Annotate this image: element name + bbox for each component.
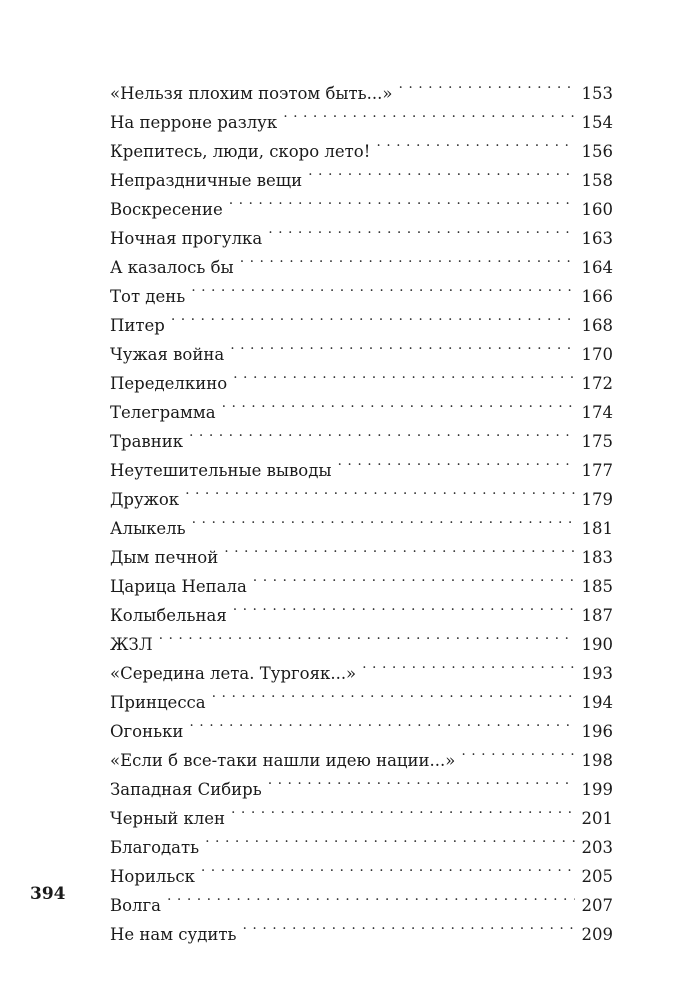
toc-entry-page: 164: [581, 258, 613, 277]
toc-entry-page: 181: [581, 519, 613, 538]
toc-dot-leader: [189, 418, 575, 447]
toc-dot-leader: [189, 708, 575, 737]
toc-entry-page: 183: [581, 548, 613, 567]
toc-entry-page: 160: [581, 200, 613, 219]
toc-entry-page: 203: [581, 838, 613, 857]
toc-dot-leader: [243, 911, 575, 940]
toc-entry-title: Дружок: [110, 490, 180, 509]
toc-entry-page: 177: [581, 461, 613, 480]
toc-entry-title: Царица Непала: [110, 577, 247, 596]
toc-dot-leader: [362, 650, 575, 679]
toc-entry-page: 201: [581, 809, 613, 828]
toc-entry-title: Не нам судить: [110, 925, 237, 944]
toc-entry-title: Принцесса: [110, 693, 206, 712]
toc-entry-title: Колыбельная: [110, 606, 227, 625]
toc-entry-title: На перроне разлук: [110, 113, 278, 132]
page-number: 394: [30, 884, 66, 904]
toc-entry-title: Воскресение: [110, 200, 223, 219]
toc-entry-title: Неутешительные выводы: [110, 461, 332, 480]
toc-entry-title: Черный клен: [110, 809, 226, 828]
toc-entry-title: Крепитесь, люди, скоро лето!: [110, 142, 371, 161]
toc-dot-leader: [283, 99, 575, 128]
toc-entry-page: 190: [581, 635, 613, 654]
toc-entry-title: Дым печной: [110, 548, 219, 567]
toc-entry-title: «Середина лета. Тургояк...»: [110, 664, 357, 683]
toc-dot-leader: [229, 186, 575, 215]
toc-entry-page: 199: [581, 780, 613, 799]
toc-dot-leader: [231, 795, 575, 824]
toc-entry-title: Непраздничные вещи: [110, 171, 303, 190]
toc-dot-leader: [461, 737, 575, 766]
toc-entry-page: 175: [581, 432, 613, 451]
toc-entry-title: Западная Сибирь: [110, 780, 262, 799]
toc-entry-page: 185: [581, 577, 613, 596]
toc-entry: [110, 476, 613, 509]
toc-dot-leader: [338, 447, 575, 476]
toc-entry-page: 163: [581, 229, 613, 248]
toc-dot-leader: [268, 215, 575, 244]
toc-entry-page: 170: [581, 345, 613, 364]
toc-dot-leader: [192, 505, 575, 534]
toc-entry-title: Питер: [110, 316, 165, 335]
toc-entry-page: 209: [581, 925, 613, 944]
toc-dot-leader: [230, 331, 575, 360]
toc-entry-title: Ночная прогулка: [110, 229, 263, 248]
toc-entry: [110, 650, 613, 683]
toc-entry-page: 174: [581, 403, 613, 422]
toc-entry-title: Переделкино: [110, 374, 228, 393]
toc-entry-page: 198: [581, 751, 613, 770]
toc-dot-leader: [191, 273, 575, 302]
toc-entry-page: 193: [581, 664, 613, 683]
toc-dot-leader: [253, 563, 575, 592]
toc-dot-leader: [212, 679, 575, 708]
toc-dot-leader: [185, 476, 575, 505]
toc-dot-leader: [268, 766, 575, 795]
toc-dot-leader: [233, 592, 575, 621]
toc-entry-page: 179: [581, 490, 613, 509]
toc-entry-page: 154: [581, 113, 613, 132]
toc-dot-leader: [240, 244, 575, 273]
toc-entry-page: 207: [581, 896, 613, 915]
toc-entry-page: 194: [581, 693, 613, 712]
toc-entry-title: Телеграмма: [110, 403, 216, 422]
toc-entry-page: 187: [581, 606, 613, 625]
toc-entry-title: А казалось бы: [110, 258, 234, 277]
toc-entry-title: Тот день: [110, 287, 186, 306]
toc-dot-leader: [222, 389, 575, 418]
toc-entry-title: «Нельзя плохим поэтом быть...»: [110, 84, 393, 103]
toc-entry: [110, 302, 613, 335]
table-of-contents: [110, 70, 613, 944]
toc-entry-title: Волга: [110, 896, 162, 915]
toc-entry-page: 168: [581, 316, 613, 335]
toc-entry-title: Огоньки: [110, 722, 184, 741]
toc-entry-page: 153: [581, 84, 613, 103]
toc-entry-title: Алыкель: [110, 519, 186, 538]
toc-dot-leader: [205, 824, 575, 853]
toc-dot-leader: [376, 128, 575, 157]
toc-entry-page: 172: [581, 374, 613, 393]
toc-dot-leader: [167, 882, 575, 911]
toc-entry-title: Благодать: [110, 838, 200, 857]
toc-entry-page: 156: [581, 142, 613, 161]
toc-entry: [110, 70, 613, 103]
toc-entry: [110, 505, 613, 538]
toc-dot-leader: [159, 621, 575, 650]
toc-entry-page: 158: [581, 171, 613, 190]
toc-entry: [110, 621, 613, 654]
toc-entry-page: 205: [581, 867, 613, 886]
toc-entry: [110, 882, 613, 915]
toc-dot-leader: [233, 360, 575, 389]
toc-entry-title: Норильск: [110, 867, 195, 886]
toc-entry-page: 196: [581, 722, 613, 741]
toc-entry-page: 166: [581, 287, 613, 306]
toc-entry-title: Чужая война: [110, 345, 225, 364]
toc-entry-title: Травник: [110, 432, 184, 451]
toc-entry-title: ЖЗЛ: [110, 635, 153, 654]
toc-entry: [110, 331, 613, 364]
toc-dot-leader: [308, 157, 575, 186]
toc-entry-title: «Если б все-таки нашли идею нации...»: [110, 751, 456, 770]
toc-dot-leader: [171, 302, 575, 331]
toc-dot-leader: [201, 853, 575, 882]
toc-entry: [110, 911, 613, 944]
toc-dot-leader: [224, 534, 575, 563]
toc-dot-leader: [398, 70, 575, 99]
